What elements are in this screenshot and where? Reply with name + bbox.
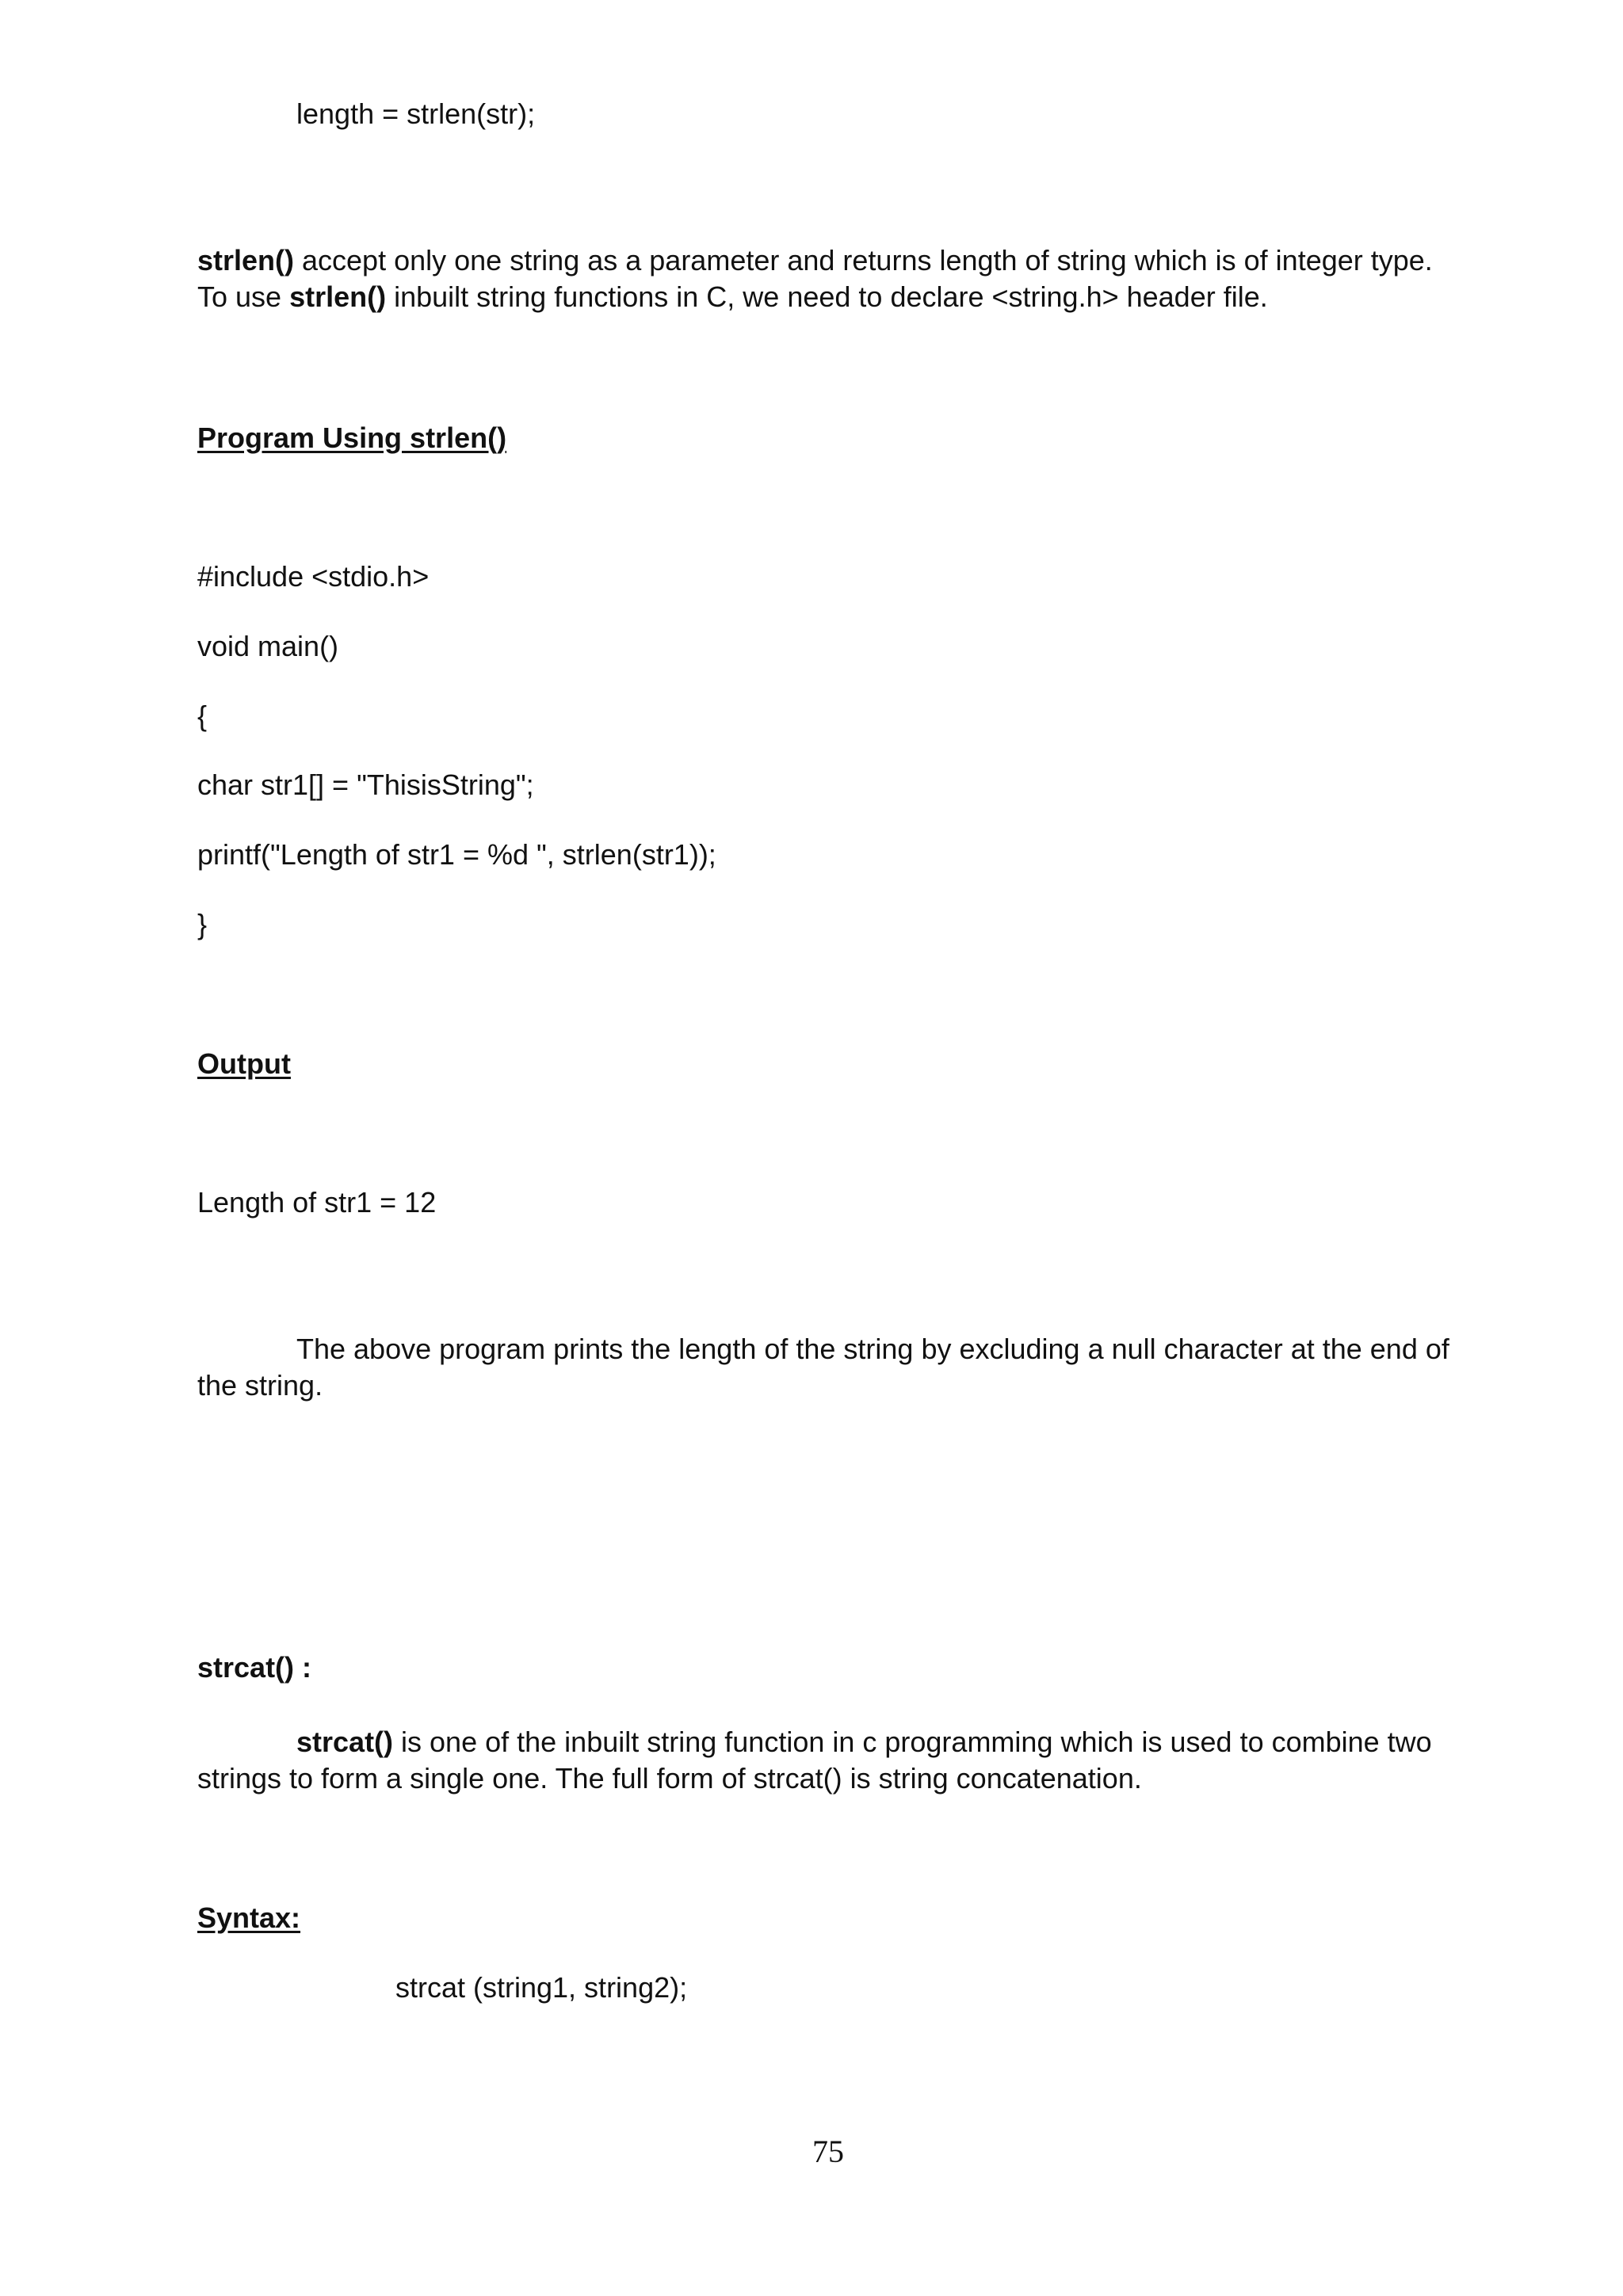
syntax-heading: Syntax:: [197, 1901, 301, 1934]
explanation-paragraph: The above program prints the length of the string by excluding a null character at the end of the string.: [197, 1333, 1449, 1402]
program-heading: Program Using strlen(): [197, 421, 507, 454]
strcat-description: [197, 1724, 1449, 1797]
code-line-6: }: [197, 908, 208, 940]
code-line-3: {: [197, 700, 208, 732]
strlen-desc-text-1: accept only one string as a parameter and returns length of string which is of integer type. To use: [197, 244, 1433, 313]
strcat-desc-text: is one of the inbuilt string function in c programming which is used to combine two strings to form a single one. The full form of strcat() is string concatenation.: [197, 1726, 1432, 1794]
strcat-syntax-line: strcat (string1, string2);: [395, 1971, 688, 2004]
code-line-5: printf("Length of str1 = %d ", strlen(str1));: [197, 838, 716, 871]
output-text: Length of str1 = 12: [197, 1186, 437, 1219]
output-heading: Output: [197, 1047, 291, 1080]
strlen-term-2: strlen(): [289, 280, 387, 313]
code-line-1: #include <stdio.h>: [197, 560, 430, 593]
strlen-term: strlen(): [197, 244, 295, 277]
code-line-2: void main(): [197, 630, 339, 662]
strlen-syntax-line: length = strlen(str);: [296, 97, 536, 130]
strlen-description: [197, 242, 1449, 315]
strcat-term: strcat(): [296, 1726, 394, 1758]
strcat-heading: strcat() :: [197, 1651, 312, 1684]
strlen-desc-text-2: inbuilt string functions in C, we need to declare <string.h> header file.: [386, 280, 1268, 313]
page-number: 75: [812, 2134, 844, 2169]
code-line-4: char str1[] = "ThisisString";: [197, 769, 534, 801]
